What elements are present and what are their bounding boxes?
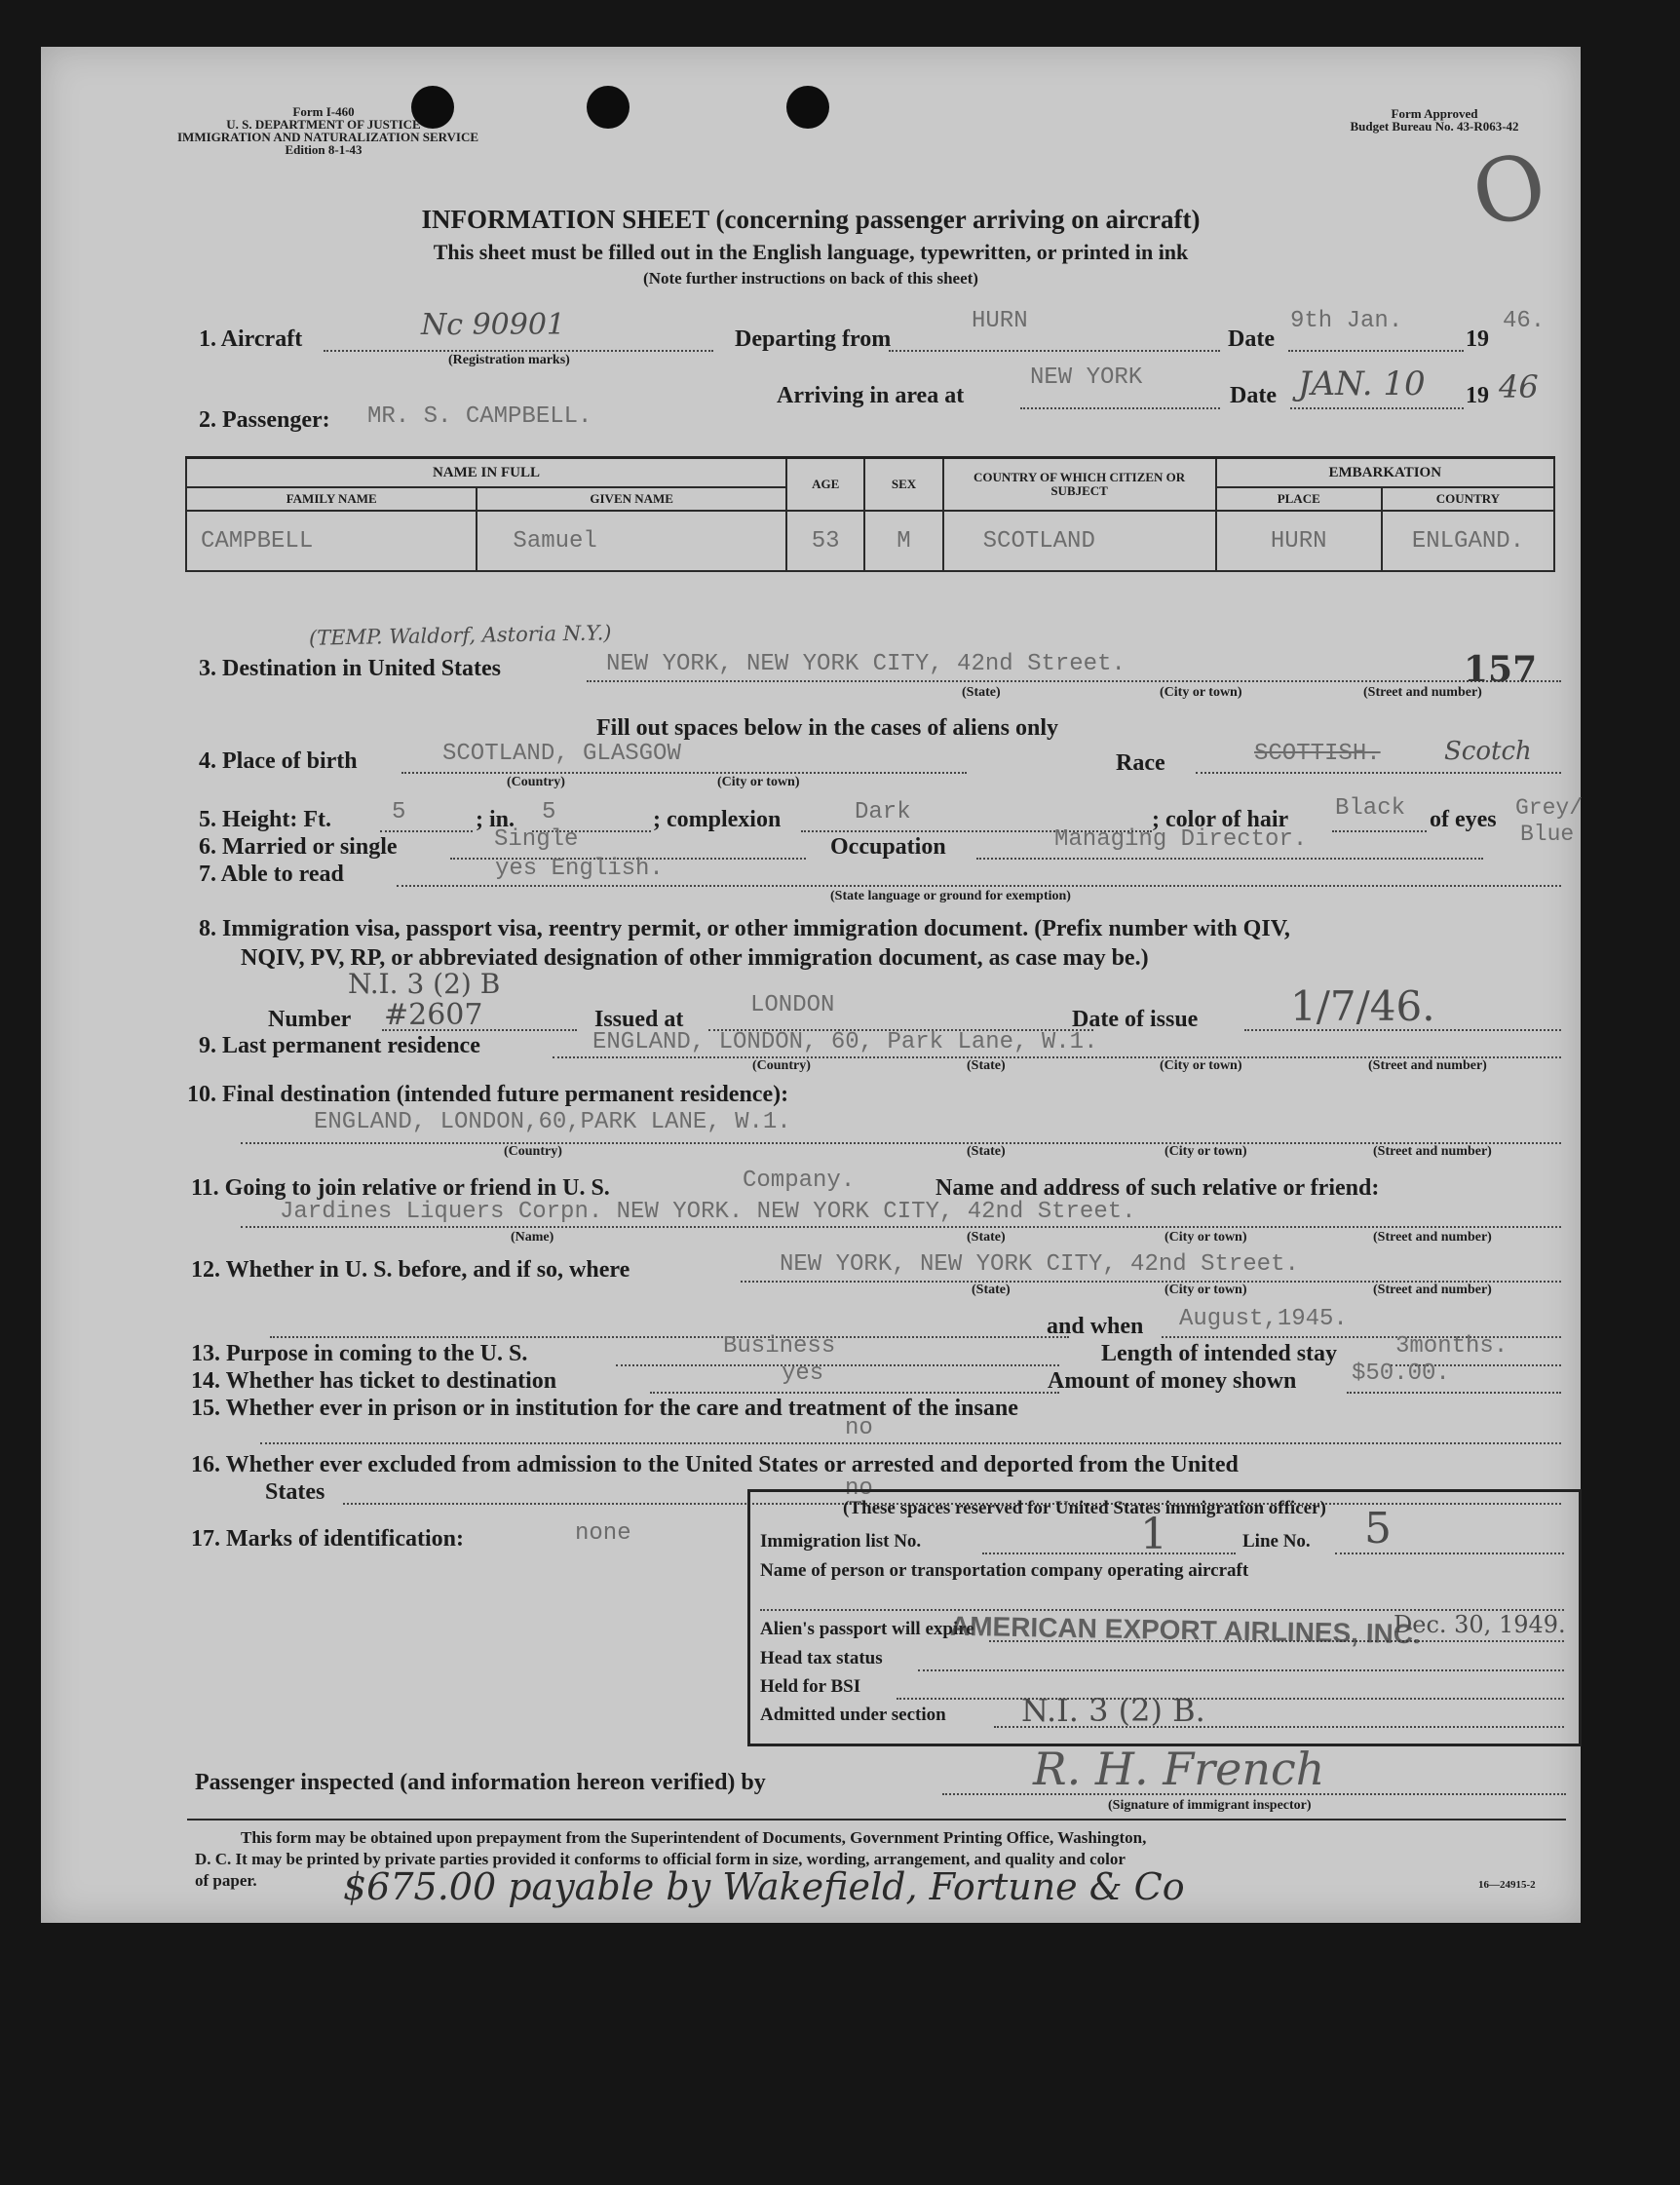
join-value: Company. <box>743 1168 856 1194</box>
when-value: August,1945. <box>1179 1306 1348 1332</box>
arrival-year-prefix: 19 <box>1466 383 1489 408</box>
line-number-label: Line No. <box>1242 1531 1311 1552</box>
date-of-issue: 1/7/46. <box>1290 982 1435 1030</box>
punch-hole <box>786 86 829 129</box>
arriving-value: NEW YORK <box>1030 364 1143 391</box>
before-city-caption: (City or town) <box>1165 1283 1247 1297</box>
residence-city-caption: (City or town) <box>1160 1058 1242 1073</box>
corner-mark: O <box>1463 133 1555 249</box>
excluded-value: no <box>845 1476 873 1502</box>
form-number: Form I-460 <box>292 104 355 119</box>
age-header: AGE <box>786 458 864 512</box>
before-value: NEW YORK, NEW YORK CITY, 42nd Street. <box>780 1251 1299 1278</box>
footer-line-3: of paper. <box>195 1871 257 1890</box>
relative-address-label: Name and address of such relative or friend: <box>935 1175 1380 1201</box>
form-title: INFORMATION SHEET (concerning passenger arriving on aircraft) <box>421 205 1201 234</box>
residence-state-caption: (State) <box>967 1058 1006 1073</box>
marks-value: none <box>575 1520 631 1547</box>
join-city-caption: (City or town) <box>1165 1230 1247 1245</box>
list-number-label: Immigration list No. <box>760 1531 922 1552</box>
money-value: $50.00. <box>1352 1361 1450 1387</box>
eyes-value-1: Grey/ <box>1515 795 1584 821</box>
purpose-label: 13. Purpose in coming to the U. S. <box>191 1341 528 1366</box>
residence-country-caption: (Country) <box>752 1058 811 1073</box>
table-row <box>186 511 1554 571</box>
arrival-date: JAN. 10 <box>1298 364 1426 403</box>
join-state-caption: (State) <box>967 1230 1006 1245</box>
departure-date: 9th Jan. <box>1290 308 1403 334</box>
given-name-cell: Samuel <box>477 511 786 571</box>
married-value: Single <box>494 826 579 853</box>
date-of-issue-label: Date of issue <box>1072 1007 1199 1032</box>
officer-box <box>747 1489 1582 1746</box>
given-name-header: GIVEN NAME <box>477 487 786 511</box>
residence-value: ENGLAND, LONDON, 60, Park Lane, W.1. <box>592 1029 1098 1055</box>
final-country-caption: (Country) <box>504 1144 562 1159</box>
list-number-value: 1 <box>1140 1510 1167 1559</box>
form-approved: Form Approved <box>1391 106 1478 121</box>
complexion-label: ; complexion <box>653 807 782 832</box>
final-state-caption: (State) <box>967 1144 1006 1159</box>
join-name-caption: (Name) <box>511 1230 554 1245</box>
before-label: 12. Whether in U. S. before, and if so, where <box>191 1257 630 1283</box>
inspection-label: Passenger inspected (and information hereon verified) by <box>195 1770 766 1795</box>
admitted-value: N.I. 3 (2) B. <box>1021 1692 1205 1729</box>
height-in-label: ; in. <box>476 807 515 832</box>
final-city-caption: (City or town) <box>1165 1144 1247 1159</box>
issued-at-value: LONDON <box>750 992 835 1018</box>
prison-label: 15. Whether ever in prison or in institution for the care and treatment of the insane <box>191 1396 1018 1421</box>
join-label: 11. Going to join relative or friend in U. S. <box>191 1175 610 1201</box>
final-destination-label: 10. Final destination (intended future permanent residence): <box>187 1082 789 1107</box>
birth-label: 4. Place of birth <box>199 748 358 774</box>
footer-line-1: This form may be obtained upon prepayment from the Superintendent of Documents, Government Printing Office, Washington, <box>241 1828 1147 1847</box>
footer-line-2: D. C. It may be printed by private parties provided it conforms to official form in size, wording, arrangement, and quality and color <box>195 1850 1126 1868</box>
operator-stamp: AMERICAN EXPORT AIRLINES, INC. <box>949 1610 1422 1650</box>
sex-header: SEX <box>864 458 942 512</box>
inspector-signature: R. H. French <box>1033 1743 1325 1795</box>
passenger-table <box>185 456 1555 572</box>
family-name-header: FAMILY NAME <box>186 487 477 511</box>
arriving-label: Arriving in area at <box>777 383 965 408</box>
country-cell: SCOTLAND <box>943 511 1216 571</box>
eyes-value-2: Blue <box>1520 822 1575 847</box>
final-street-caption: (Street and number) <box>1373 1144 1492 1159</box>
purpose-value: Business <box>723 1333 836 1360</box>
departure-year-prefix: 19 <box>1466 326 1489 352</box>
issued-at-label: Issued at <box>594 1007 684 1032</box>
visa-number: #2607 <box>384 998 483 1032</box>
destination-street-caption: (Street and number) <box>1363 685 1482 700</box>
header-right <box>1298 107 1571 133</box>
passport-expire-value: Dec. 30, 1949. <box>1394 1611 1566 1638</box>
complexion-value: Dark <box>855 799 911 825</box>
relative-address-value: Jardines Liquers Corpn. NEW YORK. NEW YORK CITY, 42nd Street. <box>280 1199 1136 1225</box>
visa-number-label: Number <box>268 1007 352 1032</box>
emb-country-header: COUNTRY <box>1382 487 1554 511</box>
edition: Edition 8-1-43 <box>285 142 363 157</box>
visa-annotation: N.I. 3 (2) B <box>348 968 501 1000</box>
hair-label: ; color of hair <box>1152 807 1289 832</box>
destination-value: NEW YORK, NEW YORK CITY, 42nd Street. <box>606 651 1126 677</box>
passport-expire-label: Alien's passport will expire <box>760 1619 974 1639</box>
read-value: yes English. <box>495 856 664 882</box>
header-left <box>177 104 479 157</box>
arrival-year: 46 <box>1499 368 1539 405</box>
money-label: Amount of money shown <box>1048 1368 1297 1394</box>
punch-hole <box>587 86 630 129</box>
registration-caption: (Registration marks) <box>448 353 570 367</box>
ticket-label: 14. Whether has ticket to destination <box>191 1368 557 1394</box>
head-tax-label: Head tax status <box>760 1648 883 1668</box>
race-value: Scotch <box>1444 737 1532 766</box>
excluded-label-1: 16. Whether ever excluded from admission to the United States or arrested and deported from the United <box>191 1452 1239 1477</box>
departure-date-label: Date <box>1228 326 1275 352</box>
aircraft-value: Nc 90901 <box>421 308 566 342</box>
read-caption: (State language or ground for exemption) <box>830 889 1071 903</box>
form-subtitle: This sheet must be filled out in the English language, typewritten, or printed in ink <box>433 240 1189 264</box>
birth-country-caption: (Country) <box>507 775 565 789</box>
aircraft-label: 1. Aircraft <box>199 326 303 352</box>
temporary-address-note: (TEMP. Waldorf, Astoria N.Y.) <box>308 621 612 650</box>
residence-label: 9. Last permanent residence <box>199 1033 480 1058</box>
eyes-label: of eyes <box>1430 807 1497 832</box>
before-street-caption: (Street and number) <box>1373 1283 1492 1297</box>
excluded-label-2: States <box>265 1479 325 1505</box>
aliens-heading: Fill out spaces below in the cases of aliens only <box>596 715 1059 741</box>
race-label: Race <box>1116 750 1165 776</box>
occupation-value: Managing Director. <box>1054 826 1308 853</box>
ticket-value: yes <box>782 1361 824 1387</box>
payment-note: $675.00 payable by Wakefield, Fortune & Co <box>343 1865 1185 1908</box>
before-state-caption: (State) <box>972 1283 1011 1297</box>
visa-line-1: 8. Immigration visa, passport visa, reentry permit, or other immigration document. (Prefix number with QIV, <box>199 916 1290 941</box>
departure-year: 46. <box>1503 308 1546 334</box>
departing-label: Departing from <box>735 326 892 352</box>
place-cell: HURN <box>1216 511 1382 571</box>
hair-value: Black <box>1335 795 1406 822</box>
height-ft-label: 5. Height: Ft. <box>199 807 331 832</box>
embarkation-header: EMBARKATION <box>1216 458 1554 488</box>
read-label: 7. Able to read <box>199 862 344 887</box>
visa-line-2: NQIV, PV, RP, or abbreviated designation of other immigration document, as case may be.) <box>241 945 1149 971</box>
when-label: and when <box>1047 1314 1144 1339</box>
final-destination-value: ENGLAND, LONDON,60,PARK LANE, W.1. <box>314 1109 791 1135</box>
operator-label: Name of person or transportation company operating aircraft <box>760 1560 1249 1581</box>
budget-number: Budget Bureau No. 43-R063-42 <box>1350 119 1519 134</box>
arrival-date-label: Date <box>1230 383 1277 408</box>
form-page <box>41 47 1584 1923</box>
passenger-label: 2. Passenger: <box>199 407 330 433</box>
residence-street-caption: (Street and number) <box>1368 1058 1487 1073</box>
stay-label: Length of intended stay <box>1101 1341 1338 1366</box>
destination-label: 3. Destination in United States <box>199 656 502 681</box>
destination-number: 157 <box>1464 649 1538 690</box>
department: U. S. DEPARTMENT OF JUSTICE <box>226 117 421 132</box>
emb-country-cell: ENLGAND. <box>1382 511 1554 571</box>
inspector-caption: (Signature of immigrant inspector) <box>1108 1798 1312 1813</box>
place-header: PLACE <box>1216 487 1382 511</box>
service: IMMIGRATION AND NATURALIZATION SERVICE <box>177 130 479 144</box>
height-ft: 5 <box>392 799 406 825</box>
join-street-caption: (Street and number) <box>1373 1230 1492 1245</box>
passenger-value: MR. S. CAMPBELL. <box>367 403 592 430</box>
destination-state-caption: (State) <box>962 685 1001 700</box>
birth-value: SCOTLAND, GLASGOW <box>442 741 681 767</box>
country-header: COUNTRY OF WHICH CITIZEN OR SUBJECT <box>943 458 1216 512</box>
form-note: (Note further instructions on back of this sheet) <box>643 269 978 288</box>
name-in-full-header: NAME IN FULL <box>186 458 786 488</box>
age-cell: 53 <box>786 511 864 571</box>
sex-cell: M <box>864 511 942 571</box>
stay-value: 3months. <box>1395 1333 1508 1360</box>
destination-city-caption: (City or town) <box>1160 685 1242 700</box>
race-struck: SCOTTISH. <box>1254 741 1381 767</box>
bsi-label: Held for BSI <box>760 1676 861 1697</box>
officer-box-heading: (These spaces reserved for United States immigration officer) <box>843 1498 1326 1518</box>
family-name-cell: CAMPBELL <box>186 511 477 571</box>
married-label: 6. Married or single <box>199 834 398 860</box>
print-code: 16—24915-2 <box>1478 1879 1536 1891</box>
birth-city-caption: (City or town) <box>717 775 800 789</box>
admitted-label: Admitted under section <box>760 1705 946 1725</box>
prison-value: no <box>845 1415 873 1441</box>
marks-label: 17. Marks of identification: <box>191 1526 464 1552</box>
height-in: 5 <box>542 799 556 825</box>
line-number-value: 5 <box>1364 1504 1392 1553</box>
occupation-label: Occupation <box>830 834 946 860</box>
departing-value: HURN <box>972 308 1028 334</box>
